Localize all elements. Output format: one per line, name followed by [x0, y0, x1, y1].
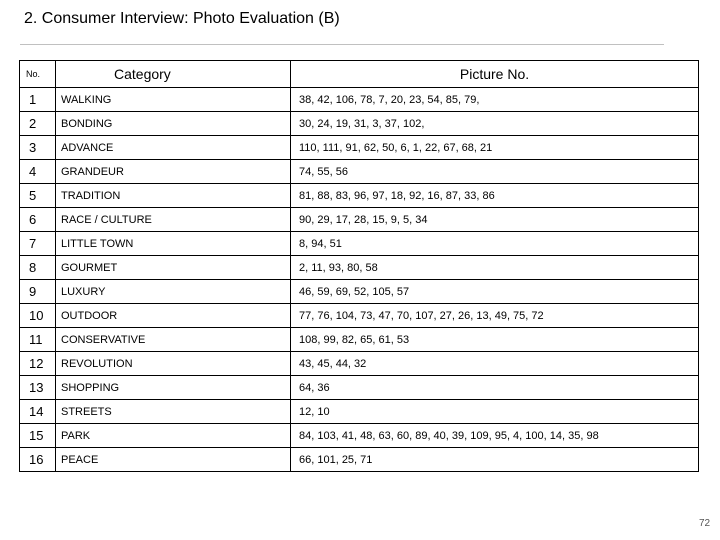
page-number: 72 [699, 518, 711, 529]
row-category: LUXURY [56, 280, 291, 304]
row-category: CONSERVATIVE [56, 328, 291, 352]
row-category: GRANDEUR [56, 160, 291, 184]
row-picture-numbers: 8, 94, 51 [291, 232, 699, 256]
table-row [20, 304, 699, 328]
table-row [20, 400, 699, 424]
row-picture-numbers: 74, 55, 56 [291, 160, 699, 184]
row-number: 1 [20, 88, 56, 112]
row-category: TRADITION [56, 184, 291, 208]
table-row [20, 112, 699, 136]
row-number: 13 [20, 376, 56, 400]
row-picture-numbers: 90, 29, 17, 28, 15, 9, 5, 34 [291, 208, 699, 232]
row-category: LITTLE TOWN [56, 232, 291, 256]
row-number: 5 [20, 184, 56, 208]
row-number: 10 [20, 304, 56, 328]
row-category: WALKING [56, 88, 291, 112]
row-picture-numbers: 66, 101, 25, 71 [291, 448, 699, 472]
row-picture-numbers: 64, 36 [291, 376, 699, 400]
header-no: No. [20, 61, 56, 88]
table-row [20, 328, 699, 352]
row-number: 16 [20, 448, 56, 472]
row-category: OUTDOOR [56, 304, 291, 328]
row-number: 9 [20, 280, 56, 304]
table-row [20, 256, 699, 280]
table-row [20, 160, 699, 184]
row-picture-numbers: 108, 99, 82, 65, 61, 53 [291, 328, 699, 352]
table-row [20, 376, 699, 400]
row-number: 12 [20, 352, 56, 376]
row-picture-numbers: 84, 103, 41, 48, 63, 60, 89, 40, 39, 109, 95, 4, 100, 14, 35, 98 [291, 424, 699, 448]
row-number: 6 [20, 208, 56, 232]
row-category: BONDING [56, 112, 291, 136]
row-number: 2 [20, 112, 56, 136]
row-category: STREETS [56, 400, 291, 424]
photo-evaluation-table [19, 60, 699, 472]
title-divider [20, 44, 664, 45]
row-number: 14 [20, 400, 56, 424]
row-category: RACE / CULTURE [56, 208, 291, 232]
row-number: 11 [20, 328, 56, 352]
row-number: 7 [20, 232, 56, 256]
table-row [20, 208, 699, 232]
table-row [20, 448, 699, 472]
row-picture-numbers: 30, 24, 19, 31, 3, 37, 102, [291, 112, 699, 136]
table-row [20, 352, 699, 376]
row-category: PARK [56, 424, 291, 448]
row-category: GOURMET [56, 256, 291, 280]
row-picture-numbers: 46, 59, 69, 52, 105, 57 [291, 280, 699, 304]
row-number: 8 [20, 256, 56, 280]
table-row [20, 184, 699, 208]
row-picture-numbers: 81, 88, 83, 96, 97, 18, 92, 16, 87, 33, 86 [291, 184, 699, 208]
header-category: Category [56, 61, 291, 88]
table-row [20, 280, 699, 304]
table-row [20, 424, 699, 448]
row-category: ADVANCE [56, 136, 291, 160]
table-row [20, 136, 699, 160]
row-number: 4 [20, 160, 56, 184]
row-picture-numbers: 2, 11, 93, 80, 58 [291, 256, 699, 280]
row-category: PEACE [56, 448, 291, 472]
row-number: 3 [20, 136, 56, 160]
row-picture-numbers: 77, 76, 104, 73, 47, 70, 107, 27, 26, 13, 49, 75, 72 [291, 304, 699, 328]
row-picture-numbers: 110, 111, 91, 62, 50, 6, 1, 22, 67, 68, 21 [291, 136, 699, 160]
row-picture-numbers: 38, 42, 106, 78, 7, 20, 23, 54, 85, 79, [291, 88, 699, 112]
table-row [20, 232, 699, 256]
table-row [20, 88, 699, 112]
page-title: 2. Consumer Interview: Photo Evaluation (B) [24, 10, 340, 27]
header-picture-no: Picture No. [291, 61, 699, 88]
row-number: 15 [20, 424, 56, 448]
row-picture-numbers: 12, 10 [291, 400, 699, 424]
table-header-row [20, 61, 699, 88]
row-category: SHOPPING [56, 376, 291, 400]
row-category: REVOLUTION [56, 352, 291, 376]
row-picture-numbers: 43, 45, 44, 32 [291, 352, 699, 376]
